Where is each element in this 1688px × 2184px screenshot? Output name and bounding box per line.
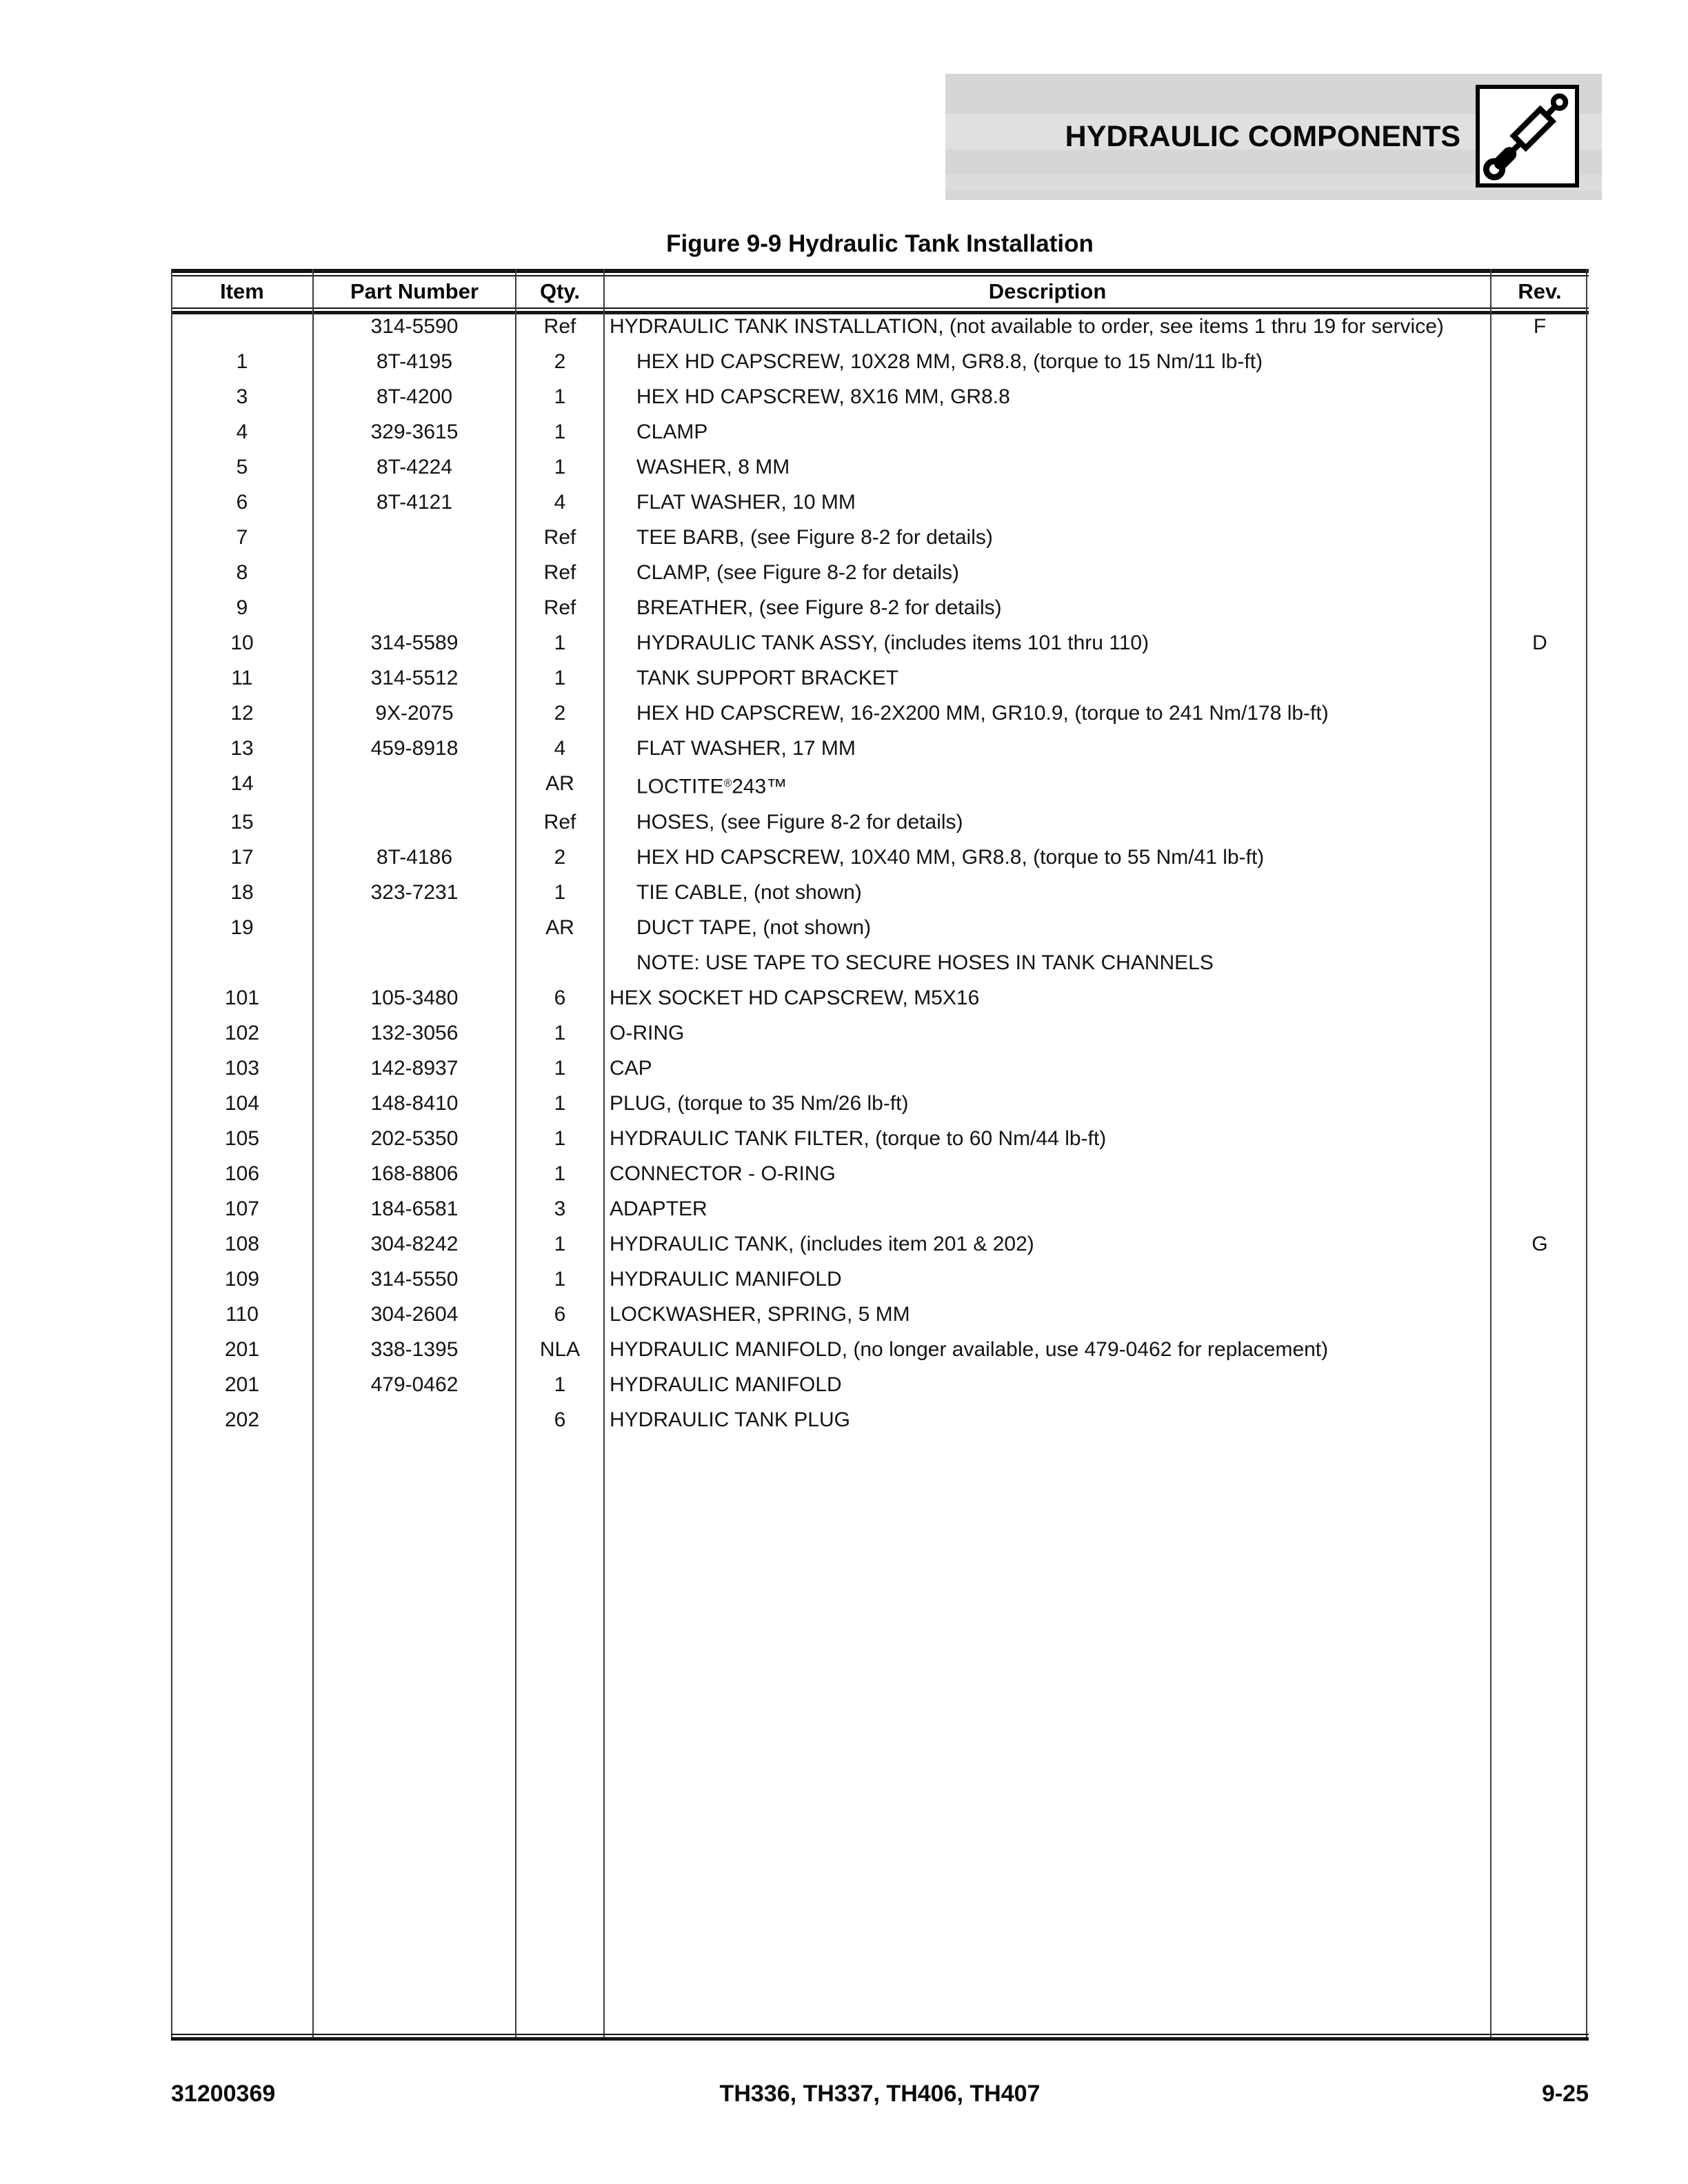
cell-qty: 1 [554, 1126, 566, 1150]
table-row [171, 731, 1589, 766]
cell-qty: 1 [554, 631, 566, 654]
table-row [171, 1015, 1589, 1051]
cell-qty: Ref [543, 561, 576, 584]
cell-qty: 4 [554, 491, 566, 514]
cell-rev [1491, 1367, 1589, 1402]
cell-rev [1491, 1262, 1589, 1297]
cell-item: 12 [230, 702, 254, 725]
cell-rev [1491, 840, 1589, 875]
cell-description: TANK SUPPORT BRACKET [636, 667, 899, 689]
cell-item: 15 [230, 810, 254, 833]
cell-description: CLAMP, (see Figure 8-2 for details) [636, 561, 959, 584]
cell-part-number: 459-8918 [370, 737, 459, 760]
cell-part-number [313, 520, 516, 555]
cell-part-number: 9X-2075 [375, 702, 454, 725]
cell-rev [1491, 1015, 1589, 1051]
cell-part-number [313, 590, 516, 625]
cell-item: 109 [224, 1267, 260, 1291]
hydraulic-cylinder-icon [1476, 85, 1579, 188]
cell-qty: 1 [554, 1021, 566, 1044]
cell-description: HYDRAULIC MANIFOLD [610, 1373, 842, 1396]
table-row [171, 980, 1589, 1015]
table-row [171, 1297, 1589, 1332]
cell-rev [1491, 875, 1589, 910]
cell-description: CLAMP [636, 421, 708, 443]
cell-description: HEX HD CAPSCREW, 16-2X200 MM, GR10.9, (torque to 241 Nm/178 lb-ft) [636, 702, 1329, 725]
column-divider [603, 269, 605, 2041]
cell-description: FLAT WASHER, 17 MM [636, 737, 856, 760]
footer-page-number: 9-25 [1541, 2081, 1589, 2107]
cell-rev [1491, 379, 1589, 414]
cell-description: HEX HD CAPSCREW, 10X28 MM, GR8.8, (torque to 15 Nm/11 lb-ft) [636, 350, 1263, 373]
cell-item: 201 [224, 1337, 260, 1361]
cell-item: 18 [230, 880, 254, 904]
cell-qty: 1 [554, 1232, 566, 1255]
table-row [171, 1367, 1589, 1402]
cell-rev: G [1531, 1232, 1548, 1255]
cell-description: LOCTITE®243™ [636, 775, 787, 798]
cell-rev [1491, 590, 1589, 625]
cell-description: HYDRAULIC TANK, (includes item 201 & 202) [610, 1232, 1034, 1255]
table-row [171, 309, 1589, 344]
cell-description: HYDRAULIC TANK INSTALLATION, (not available to order, see items 1 thru 19 for service) [610, 315, 1444, 338]
cell-qty: 6 [554, 986, 566, 1009]
cell-qty: 1 [554, 1091, 566, 1115]
table-border-left [171, 269, 172, 2041]
table-row [171, 344, 1589, 379]
cell-description: PLUG, (torque to 35 Nm/26 lb-ft) [610, 1091, 909, 1115]
cell-part-number [313, 1402, 516, 1437]
cell-rev [1491, 980, 1589, 1015]
cell-part-number: 304-8242 [370, 1232, 459, 1255]
cell-part-number: 8T-4186 [376, 845, 453, 869]
cell-description: HYDRAULIC TANK FILTER, (torque to 60 Nm/44 lb-ft) [610, 1126, 1107, 1150]
table-row [171, 1226, 1589, 1262]
table-row [171, 1051, 1589, 1086]
cell-part-number: 132-3056 [370, 1021, 459, 1044]
cell-item: 14 [230, 772, 254, 795]
cell-description: TIE CABLE, (not shown) [636, 880, 862, 904]
col-header-description: Description [988, 279, 1107, 303]
cell-part-number: 314-5590 [370, 315, 459, 338]
table-row [171, 414, 1589, 449]
cell-qty: 1 [554, 667, 566, 689]
cell-rev [1491, 696, 1589, 731]
cell-part-number: 8T-4121 [376, 491, 453, 514]
cell-description: HEX SOCKET HD CAPSCREW, M5X16 [610, 986, 980, 1009]
column-divider [1490, 269, 1491, 2041]
cell-qty: Ref [543, 596, 576, 619]
cell-rev [1491, 555, 1589, 590]
cell-qty: AR [545, 916, 574, 939]
table-row [171, 520, 1589, 555]
table-row [171, 805, 1589, 840]
cell-qty: 1 [554, 1162, 566, 1185]
column-divider [312, 269, 314, 2041]
col-header-item: Item [220, 279, 264, 303]
cell-item: 1 [236, 350, 248, 373]
cell-item: 5 [236, 456, 248, 478]
cell-item: 105 [224, 1126, 260, 1150]
cell-item: 107 [224, 1197, 260, 1220]
cell-rev [1491, 1332, 1589, 1367]
cell-item: 202 [224, 1408, 260, 1431]
cell-rev [1491, 414, 1589, 449]
cell-part-number: 202-5350 [370, 1126, 459, 1150]
footer-doc-number: 31200369 [171, 2081, 276, 2107]
cell-item: 104 [224, 1091, 260, 1115]
cell-part-number: 8T-4224 [376, 456, 453, 478]
table-top-rule [171, 269, 1589, 273]
cell-rev [1491, 766, 1589, 805]
cell-part-number: 168-8806 [370, 1162, 459, 1185]
table-row [171, 1121, 1589, 1156]
cell-item: 11 [231, 667, 253, 689]
cell-description: O-RING [610, 1021, 685, 1044]
cell-rev [1491, 344, 1589, 379]
table-border-right [1586, 269, 1587, 2041]
table-row [171, 1191, 1589, 1226]
table-row [171, 590, 1589, 625]
cell-item: 102 [224, 1021, 260, 1044]
cell-part-number: 8T-4200 [376, 385, 453, 408]
cell-part-number: 314-5550 [370, 1267, 459, 1291]
figure-title: Figure 9-9 Hydraulic Tank Installation [666, 230, 1094, 257]
cell-description: HYDRAULIC TANK PLUG [610, 1408, 850, 1431]
cell-qty: 4 [554, 737, 566, 760]
cell-description: CAP [610, 1056, 652, 1080]
cell-qty: 1 [554, 1373, 566, 1396]
cell-part-number: 105-3480 [370, 986, 459, 1009]
cell-qty: Ref [543, 526, 576, 549]
cell-description: HOSES, (see Figure 8-2 for details) [636, 810, 963, 833]
cell-rev [1491, 731, 1589, 766]
cell-rev [1491, 1297, 1589, 1332]
table-row [171, 449, 1589, 485]
cell-description: DUCT TAPE, (not shown) NOTE: USE TAPE TO SECURE HOSES IN TANK CHANNELS [604, 910, 1491, 980]
cell-item: 8 [236, 561, 248, 584]
cell-item: 108 [224, 1232, 260, 1255]
cell-qty: 6 [554, 1408, 566, 1431]
table-row [171, 379, 1589, 414]
cell-rev [1491, 805, 1589, 840]
table-row [171, 840, 1589, 875]
table-row [171, 696, 1589, 731]
table-row [171, 1402, 1589, 1437]
cell-part-number [313, 555, 516, 590]
table-row [171, 485, 1589, 520]
page-footer [171, 2075, 1589, 2112]
col-header-qty: Qty. [540, 279, 580, 303]
table-body [171, 309, 1589, 1437]
cell-item: 19 [230, 916, 254, 939]
cell-item: 6 [236, 491, 248, 514]
cell-description: LOCKWASHER, SPRING, 5 MM [610, 1302, 910, 1326]
cell-description-note: NOTE: USE TAPE TO SECURE HOSES IN TANK CHANNELS [636, 951, 1214, 974]
table-row [171, 1332, 1589, 1367]
cell-qty: 2 [554, 702, 566, 725]
cell-rev [1491, 485, 1589, 520]
cell-description: BREATHER, (see Figure 8-2 for details) [636, 596, 1002, 619]
table-row [171, 555, 1589, 590]
cell-item: 4 [236, 421, 248, 443]
cell-qty: 1 [554, 385, 566, 408]
cell-description: HYDRAULIC MANIFOLD [610, 1267, 842, 1291]
cell-qty: AR [545, 772, 574, 795]
cell-item: 201 [224, 1373, 260, 1396]
cell-description: TEE BARB, (see Figure 8-2 for details) [636, 526, 993, 549]
cell-qty: Ref [543, 810, 576, 833]
cell-part-number: 338-1395 [370, 1337, 459, 1361]
cell-description: ADAPTER [610, 1197, 707, 1220]
cell-description: HEX HD CAPSCREW, 10X40 MM, GR8.8, (torque to 55 Nm/41 lb-ft) [636, 845, 1265, 869]
cell-rev [1491, 1051, 1589, 1086]
cell-rev [1491, 910, 1589, 980]
table-row [171, 766, 1589, 805]
cell-qty: 1 [554, 456, 566, 478]
cell-description: CONNECTOR - O-RING [610, 1162, 836, 1185]
table-row [171, 910, 1589, 980]
table-row [171, 875, 1589, 910]
table-row [171, 1086, 1589, 1121]
cell-rev [1491, 1086, 1589, 1121]
cell-rev [1491, 520, 1589, 555]
cell-qty: 2 [554, 845, 566, 869]
cell-qty: 1 [554, 1056, 566, 1080]
cell-part-number: 314-5589 [370, 631, 459, 654]
cell-part-number: 314-5512 [370, 667, 459, 689]
cell-item: 7 [236, 526, 248, 549]
cell-qty: 1 [554, 1267, 566, 1291]
cell-rev: D [1532, 631, 1547, 654]
cell-rev [1491, 1191, 1589, 1226]
table-bottom-rule-thin [171, 2034, 1589, 2035]
cell-description: FLAT WASHER, 10 MM [636, 491, 856, 514]
cell-rev [1491, 1156, 1589, 1191]
cell-qty: 3 [554, 1197, 566, 1220]
cell-item: 101 [224, 986, 260, 1009]
cell-rev [1491, 1402, 1589, 1437]
cell-description: HEX HD CAPSCREW, 8X16 MM, GR8.8 [636, 385, 1010, 408]
cell-rev: F [1533, 315, 1547, 338]
cell-rev [1491, 660, 1589, 696]
cell-description: WASHER, 8 MM [636, 456, 790, 478]
cell-item: 103 [224, 1056, 260, 1080]
table-bottom-rule [171, 2037, 1589, 2041]
cell-part-number: 323-7231 [370, 880, 459, 904]
cell-qty: 6 [554, 1302, 566, 1326]
table-row [171, 1262, 1589, 1297]
cell-part-number [313, 766, 516, 805]
cell-part-number [313, 805, 516, 840]
table-row [171, 660, 1589, 696]
cell-part-number: 148-8410 [370, 1091, 459, 1115]
column-divider [515, 269, 516, 2041]
cell-qty: 2 [554, 350, 566, 373]
table-row [171, 1156, 1589, 1191]
cell-item: 17 [230, 845, 254, 869]
section-title: HYDRAULIC COMPONENTS [1065, 120, 1460, 153]
cell-description: HYDRAULIC TANK ASSY, (includes items 101 thru 110) [636, 631, 1149, 654]
cell-part-number: 304-2604 [370, 1302, 459, 1326]
cell-item [171, 309, 313, 344]
cell-item: 3 [236, 385, 248, 408]
cell-qty: 1 [554, 421, 566, 443]
cell-part-number: 142-8937 [370, 1056, 459, 1080]
table-header-row [171, 276, 1589, 307]
table-row [171, 625, 1589, 660]
cell-item: 9 [236, 596, 248, 619]
cell-item: 106 [224, 1162, 260, 1185]
cell-part-number: 329-3615 [370, 421, 459, 443]
cell-item: 10 [230, 631, 254, 654]
section-banner [945, 74, 1602, 200]
col-header-part-number: Part Number [350, 279, 479, 303]
cell-part-number: 479-0462 [370, 1373, 459, 1396]
cell-qty: NLA [539, 1337, 581, 1361]
cell-qty: Ref [543, 315, 576, 338]
cell-item: 13 [230, 737, 254, 760]
cell-qty: 1 [554, 880, 566, 904]
cell-part-number: 8T-4195 [376, 350, 453, 373]
footer-models: TH336, TH337, TH406, TH407 [719, 2081, 1041, 2107]
cell-description: HYDRAULIC MANIFOLD, (no longer available, use 479-0462 for replacement) [610, 1337, 1329, 1361]
cell-item: 110 [225, 1302, 259, 1326]
cell-part-number: 184-6581 [370, 1197, 459, 1220]
cell-rev [1491, 1121, 1589, 1156]
parts-table [171, 269, 1589, 2041]
cell-rev [1491, 449, 1589, 485]
col-header-rev: Rev. [1518, 279, 1562, 303]
cell-part-number [313, 910, 516, 980]
